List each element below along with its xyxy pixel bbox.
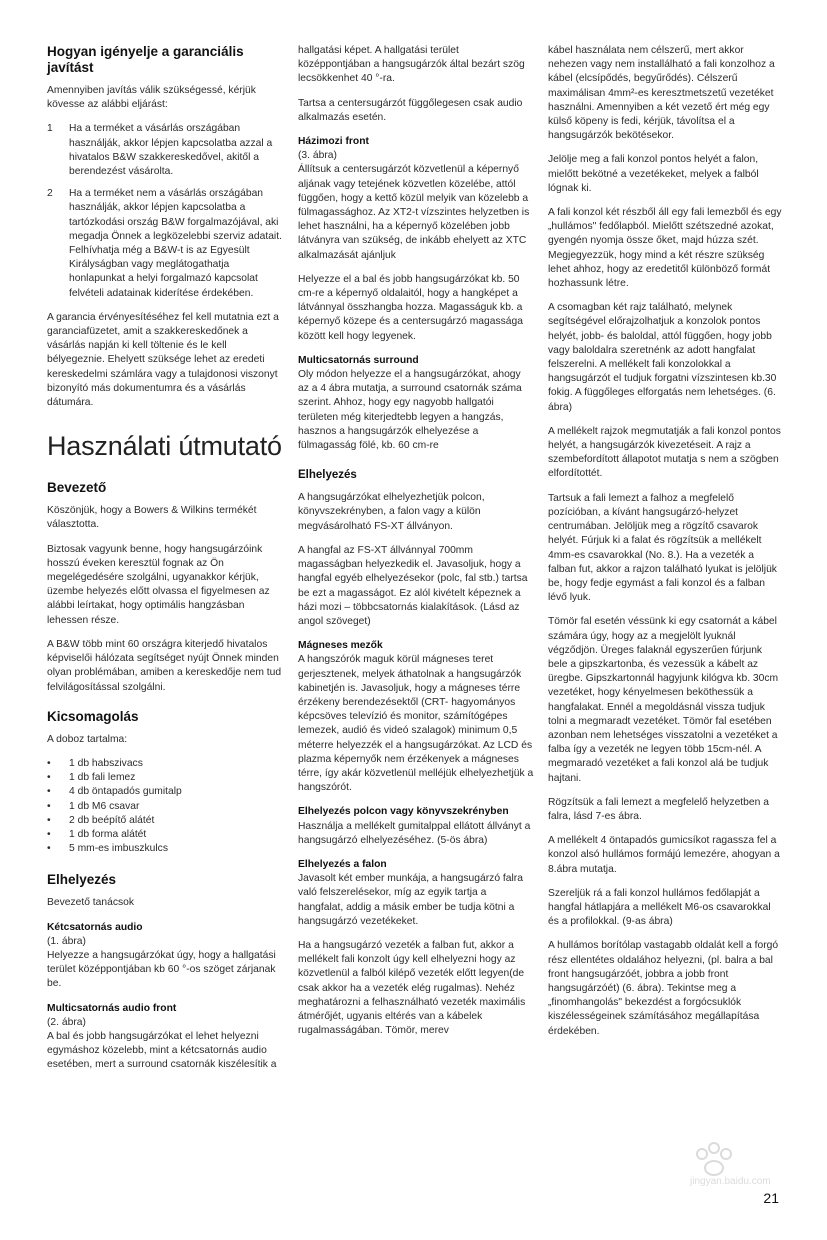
paragraph: Helyezze el a bal és jobb hangsugárzókat kb. 50 cm-re a képernyő oldalaitól, hogy a hangképet a látvánnyal összhangba hozza. Magasságuk kb. a képernyő közepe és a centersugárzó magassága között kell hogy legyenek. xyxy=(298,273,523,342)
paragraph: Köszönjük, hogy a Bowers & Wilkins termékét választotta. xyxy=(47,505,257,531)
paragraph: Javasolt két ember munkája, a hangsugárzó falra való felszerelésekor, míg az egyik tartja a hangfalat, addig a másik ember be tudja kötni a hangsugárzó vezetékeket. xyxy=(298,873,523,927)
paragraph: A hangfal az FS-XT állvánnyal 700mm magasságban helyezkedik el. Javasoljuk, hogy a hangfal egyéb elhelyezésekor (polc, fal stb.) tartsa be ezt a magasságot. Ez alól kivételt képeznek a házi mozi – többcsatornás kialakítások. (Lásd az angol szöveget) xyxy=(298,544,528,627)
paragraph: A doboz tartalma: xyxy=(47,733,128,745)
contents-list xyxy=(47,757,283,856)
paragraph: Használja a mellékelt gumitalppal ellátott állványt a hangsugárzó elhelyezéséhez. (5-ös ábra) xyxy=(298,820,531,846)
warranty-intro: Amennyiben javítás válik szükségessé, kérjük kövesse az alábbi eljárást: xyxy=(47,85,256,111)
figure-ref: (1. ábra) xyxy=(47,935,86,947)
paragraph: A mellékelt 4 öntapadós gumicsíkot ragassza fel a konzol alsó hullámos formájú lemezére, ahogyan a 8.ábra mutatja. xyxy=(548,835,780,875)
list-item: • 4 db öntapadós gumitalp xyxy=(47,786,182,798)
list-item: • 1 db forma alátét xyxy=(47,828,147,840)
warranty-steps xyxy=(47,122,283,300)
column-3 xyxy=(548,44,784,1049)
paragraph: A mellékelt rajzok megmutatják a fali konzol pontos helyét, a hangsugárzók kivezetéseit. A rajz a szembefordított állapotot mutatja s nem a szögben elfordítottét. xyxy=(548,425,781,480)
home-theatre-heading: Házimozi front xyxy=(298,136,369,148)
paragraph: hallgatási képet. A hallgatási terület középpontjában a hangsugárzók által bezárt szög lecsökkenhet 40 °-ra. xyxy=(298,45,525,85)
list-item: • 5 mm-es imbuszkulcs xyxy=(47,843,168,855)
magnetic-heading: Mágneses mezők xyxy=(298,640,383,652)
paragraph: Ha a hangsugárzó vezeték a falban fut, akkor a mellékelt fali konzolt úgy kell elhelyezni hogy az közvetlenül a falból kilépő vezeték előtt legyen(de csak akkor ha a vezeték elég rugalmas). Nehéz meghatározni a felhasználható vezeték maximális átmérőjét, ugyanis eltérés van a kábelek rugalmasságában. Tömör, merev xyxy=(298,939,526,1037)
page-number: 21 xyxy=(763,1190,779,1206)
paragraph: A hangsugárzókat elhelyezhetjük polcon, könyvszekrényben, a falon vagy a külön megvásárolható FS-XT állványon. xyxy=(298,492,485,532)
paragraph: Állítsuk a centersugárzót közvetlenül a képernyő aljának vagy tetejének közvetlen közelébe, attól függően, hogy a kettő közül melyik van közelebb a fülmagassághoz. Az XT2-t vízszintes helyzetben is lehet használni, ha a képernyő közelében jobb látványra van szükség, de inkább ehelyett az XTC alkalmazását ajánljuk xyxy=(298,164,530,261)
watermark-logo xyxy=(688,1140,778,1188)
paragraph: A fali konzol két részből áll egy fali lemezből és egy „hullámos" fedőlapból. Mielőtt szétszedné azokat, gyengén nyomja össze őket, majd húzza szét. Megjegyezzük, hogy mind a két részre szükség lehet ahhoz, hogy az eredetitől különböző formát hozhassunk létre. xyxy=(548,207,782,290)
paragraph: Szereljük rá a fali konzol hullámos fedőlapját a hangfal hátlapjára a mellékelt M6-os csavarokkal és a profilokkal. (9-as ábra) xyxy=(548,887,771,928)
paragraph: A hangszórók maguk körül mágneses teret gerjesztenek, melyek áthatolnak a hangsugárzók kabinetjén is. Javasoljuk, hogy a mágneses térre érzékeny berendezésektől (CRT- hagyományos képcsöves televízió és monitor, számítógépes lemezek, audió és videó szalagok) minimum 0,5 méterre helyezzék el a hangsugárzókat. Az LCD és plazma képernyők nem érzékenyek a mágneses térre, így akár közvetlenül melléjük elhelyezhetjük a hangszórót. xyxy=(298,654,534,794)
paragraph: Oly módon helyezze el a hangsugárzókat, ahogy az a 4 ábra mutatja, a surround csatornák száma szerint. Ahhoz, hogy egy nagyobb hallgatói területen még kiterjedtebb legyen a hangzás, hasznos a hangsugárzók elhelyezése a fülmagasság fölé, kb. 60 cm-re xyxy=(298,369,522,452)
column-2 xyxy=(298,44,534,1048)
paw-icon xyxy=(705,1161,723,1175)
surround-heading: Multicsatornás surround xyxy=(298,354,419,366)
paragraph: Tömör fal esetén véssünk ki egy csatornát a kábel számára úgy, hogy az a megjelölt lyuknál végződjön. Üreges falaknál egyszerűen fúrjunk bele a gipszkartonba, és vezessük a kábelt az üregbe. Gipszkartonnál hagyjunk kilógva kb. 30cm vezetéket, hogy kényelmesen beköthessük a hangfalakat. Ennél a megoldásnál vissza tudjuk tolni a megmaradt vezetéket. Tömör fal esetében azonban nem lehetséges visszatolni a vezetéket a falba így a vezeték ne legyen több 15cm-nél. A megmaradó vezetéket a fali konzol alá be tudjuk hajtani. xyxy=(548,616,779,784)
paragraph: kábel használata nem célszerű, mert akkor nehezen vagy nem installálható a fali konzolhoz a kábel (elcsípődés, begyűrődés). Célszerű maximálisan 4mm²-es keresztmetszetű vezetéket használni. Amennyiben a két vezető ért még egy külső köpeny is fedi, kérjük, távolítsa el a hangsugárzók bekötésekor. xyxy=(548,45,775,142)
paw-icon xyxy=(697,1149,707,1159)
paragraph: A hullámos borítólap vastagabb oldalát kell a forgó rész ellentétes oldalához helyezni, (pl. balra a bal front hangsugárzóét, jobbra a jobb front hangsugárzóét) (6. ábra). Tekintse meg a „finomhangolás" bekezdést a forgócsuklók kiszélességeinek számításához megállapítása érdekében. xyxy=(548,940,779,1037)
placement-heading-2: Elhelyezés xyxy=(298,469,357,482)
paragraph: A csomagban két rajz található, melynek segítségével előrajzolhatjuk a konzolok pontos helyét, jobb- és baloldal, attól függően, hogy jobb vagy baloldalra szeretnénk az adott hangfalat felszerelni. A mellékelt fali konzolokkal a hangsugárzót el tudjuk forgatni vízszintesen kb.30 fokig. A függőleges elforgatás nem lehetséges. (6. ábra) xyxy=(548,302,777,413)
paragraph: Rögzítsük a fali lemezt a megfelelő helyzetben a falra, lásd 7-es ábra. xyxy=(548,796,769,822)
figure-ref: (3. ábra) xyxy=(298,150,337,162)
placement-heading: Elhelyezés xyxy=(47,872,117,888)
figure-ref: (2. ábra) xyxy=(47,1016,86,1028)
paragraph: Tartsuk a fali lemezt a falhoz a megfelelő pozícióban, a kívánt hangsugárzó-helyzet centrumában. Jelöljük meg a rögzítő csavarok helyét. Fúrjuk ki a falat és rögzítsük a mellékelt 4mm-es csavarokkal (No. 8.). Ha a vezeték a falban fut, akkor a rajzon található lyukat is jelöljük be, hogy fedje egymást a fali konzol és a falban lévő lyuk. xyxy=(548,492,777,604)
list-item: • 1 db habszivacs xyxy=(47,757,143,769)
multi-heading: Multicsatornás audio front xyxy=(47,1002,177,1014)
stereo-heading: Kétcsatornás audio xyxy=(47,921,143,933)
list-item: • 1 db fali lemez xyxy=(47,772,136,784)
intro-heading: Bevezető xyxy=(47,480,107,496)
column-1 xyxy=(47,44,283,1083)
paragraph: Helyezze a hangsugárzókat úgy, hogy a hallgatási terület középpontjában kb 60 °-os szöget zárjanak be. xyxy=(47,949,276,990)
warranty-outro: A garancia érvényesítéséhez fel kell mutatnia ezt a garanciafüzetet, amit a szakkereskedőnek a vásárlás napján ki kell töltenie és le kell bélyegeznie. Ehelyett szüksége lehet az eredeti kereskedelmi számlára vagy a tulajdonosi viszonyt bizonyító más dokumentumra és a vásárlás dátumára. xyxy=(47,311,279,409)
paragraph: Bevezető tanácsok xyxy=(47,897,135,909)
paragraph: A bal és jobb hangsugárzókat el lehet helyezni egymáshoz közelebb, mint a kétcsatornás audio esetében, mert a surround csatornák kiszélesítik a xyxy=(47,1030,277,1071)
paragraph: Jelölje meg a fali konzol pontos helyét a falon, mielőtt bekötné a vezetékeket, melyek a falból lógnak ki. xyxy=(548,154,759,194)
wall-heading: Elhelyezés a falon xyxy=(298,858,387,870)
paw-icon xyxy=(721,1149,731,1159)
warranty-heading: Hogyan igényelje a garanciális javítást xyxy=(47,44,244,75)
unpack-heading: Kicsomagolás xyxy=(47,708,139,724)
list-item: 1 Ha a terméket a vásárlás országában használják, akkor lépjen kapcsolatba azzal a hivatalos B&W szakkereskedővel, akitől a berendezést vásárolta. xyxy=(47,123,273,178)
watermark-text: jingyan.baidu.com xyxy=(690,1176,771,1187)
paragraph: Biztosak vagyunk benne, hogy hangsugárzóink hosszú éveken keresztül fognak az Ön megelégedésére szolgálni, ugyanakkor kérjük, üzembe helyezés előtt olvassa el figyelmesen az alábbi leírtakat, hogy optimális hangzásban lehessen része. xyxy=(47,543,270,626)
page-title: Használati útmutató xyxy=(47,431,282,462)
list-item: • 2 db beépítő alátét xyxy=(47,814,155,826)
list-item: 2 Ha a terméket nem a vásárlás országában használják, akkor lépjen kapcsolatba a tartózkodási ország B&W forgalmazójával, aki megadja Önnek a legközelebbi szerviz adatait. Felhívhatja még a B&W-t is az Egyesült Királyságban vagy meglátogathatja honlapunkat a helyi forgalmazó kapcsolat felvételi adatainak kiderítése érdekében. xyxy=(47,188,282,299)
list-item: • 1 db M6 csavar xyxy=(47,800,140,812)
paragraph: A B&W több mint 60 országra kiterjedő hivatalos képviselői hálózata segítséget nyújt Önnek minden olyan problémában, amiben a kereskedője nem tud felvilágosítással szolgálni. xyxy=(47,638,282,693)
paragraph: Tartsa a centersugárzót függőlegesen csak audio alkalmazás esetén. xyxy=(298,97,523,123)
paw-icon xyxy=(709,1143,719,1153)
shelf-heading: Elhelyezés polcon vagy könyvszekrényben xyxy=(298,806,509,818)
